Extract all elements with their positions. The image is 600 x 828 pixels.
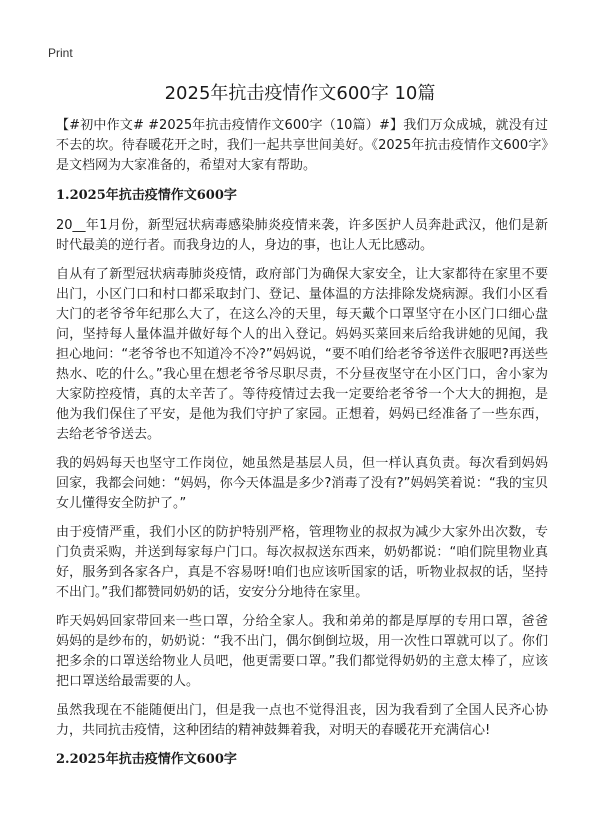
intro-paragraph: 【#初中作文# #2025年抗击疫情作文600字（10篇）#】我们万众成城，就没有过不去的坎。待春暖花开之时，我们一起共享世间美好。《2025年抗击疫情作文600字》是文档网为大家准备的，希望对大家有帮助。 xyxy=(56,118,548,173)
article-paragraph-6: 虽然我现在不能随便出门，但是我一点也不觉得沮丧，因为我看到了全国人民齐心协力，共同抗击疫情，这种团结的精神鼓舞着我，对明天的春暖花开充满信心! xyxy=(56,703,548,738)
article-paragraph-3: 我的妈妈每天也坚守工作岗位，她虽然是基层人员，但一样认真负责。每次看到妈妈回家，我都会问她：“妈妈，你今天体温是多少?消毒了没有?”妈妈笑着说：“我的宝贝女儿懂得安全防护了。” xyxy=(56,456,548,511)
article-paragraph-4: 由于疫情严重，我们小区的防护特别严格，管理物业的叔叔为减少大家外出次数，专门负责采购，并送到每家每户门口。每次叔叔送东西来，奶奶都说：“咱们院里物业真好，服务到各家各户，真是不容易呀!咱们也应该听国家的话，听物业叔叔的话，坚持不出门。”我们都赞同奶奶的话，安安分分地待在家里。 xyxy=(56,525,548,600)
print-link[interactable]: Print xyxy=(48,46,73,60)
section-heading-1: 1.2025年抗击疫情作文600字 xyxy=(56,188,237,203)
section-heading-2: 2.2025年抗击疫情作文600字 xyxy=(56,752,237,767)
article-paragraph-5: 昨天妈妈回家带回来一些口罩，分给全家人。我和弟弟的都是厚厚的专用口罩，爸爸妈妈的是纱布的，奶奶说：“我不出门，偶尔倒倒垃圾，用一次性口罩就可以了。你们把多余的口罩送给物业人员吧，他更需要口罩。”我们都觉得奶奶的主意太棒了，应该把口罩送给最需要的人。 xyxy=(56,614,548,689)
article-paragraph-1: 20__年1月份，新型冠状病毒感染肺炎疫情来袭，许多医护人员奔赴武汉，他们是新时代最美的逆行者。而我身边的人，身边的事，也让人无比感动。 xyxy=(56,218,548,253)
article-paragraph-2: 自从有了新型冠状病毒肺炎疫情，政府部门为确保大家安全，让大家都待在家里不要出门，小区门口和村口都采取封门、登记、量体温的方法排除发烧病源。我们小区看大门的老爷爷年纪那么大了，在这么冷的天里，每天戴个口罩坚守在小区门口细心盘问，坚持每人量体温并做好每个人的出入登记。妈妈买菜回来后给我讲她的见闻，我担心地问：“老爷爷也不知道冷不冷?”妈妈说，“要不咱们给老爷爷送件衣服吧?再送些热水、吃的什么。”我心里在想老爷爷尽职尽责，不分昼夜坚守在小区门口，舍小家为大家防控疫情，真的太辛苦了。等待疫情过去我一定要给老爷爷一个大大的拥抱，是他为我们保住了平安，是他为我们守护了家园。正想着，妈妈已经准备了一些东西，去给老爷爷送去。 xyxy=(56,267,548,442)
page-title: 2025年抗击疫情作文600字 10篇 xyxy=(164,83,436,104)
article-body xyxy=(56,116,548,780)
